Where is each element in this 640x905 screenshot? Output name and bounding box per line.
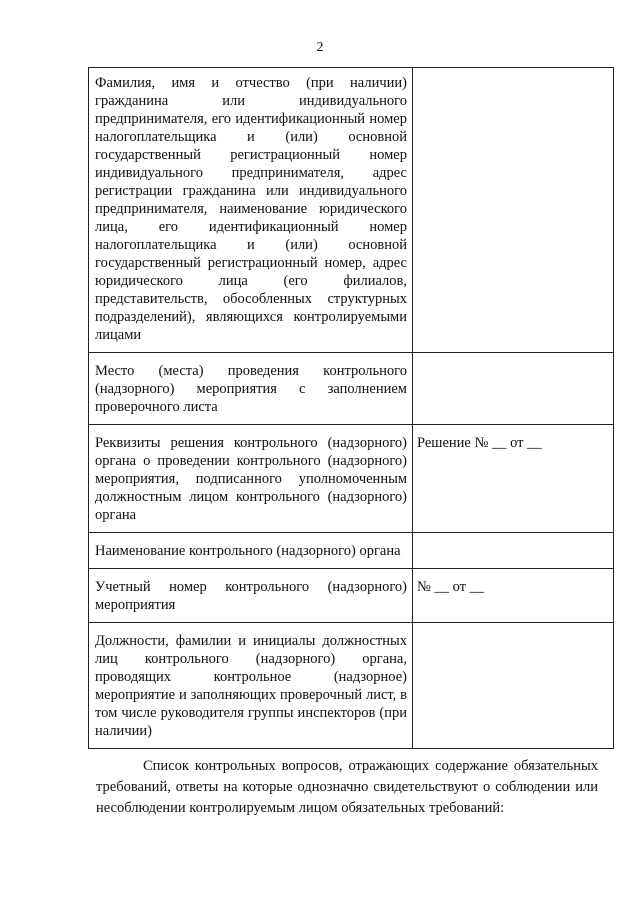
table-row (89, 68, 614, 353)
table-row (89, 569, 614, 623)
row-value-controlled-person (413, 68, 614, 353)
row-value-registration-number: № __ от __ (413, 569, 614, 623)
table-row (89, 425, 614, 533)
table-row (89, 623, 614, 749)
page-number: 2 (316, 40, 324, 55)
table-row (89, 533, 614, 569)
row-label-inspection-place: Место (места) проведения контрольного (надзорного) мероприятия с заполнением проверочного листа (89, 353, 413, 425)
table-row (89, 353, 614, 425)
row-label-authority-name: Наименование контрольного (надзорного) органа (89, 533, 413, 569)
row-value-authority-name (413, 533, 614, 569)
checklist-header-table (88, 67, 614, 749)
row-label-decision-details: Реквизиты решения контрольного (надзорного) органа о проведении контрольного (надзорного) мероприятия, подписанного уполномоченным должностным лицом контрольного (надзорного) органа (89, 425, 413, 533)
row-value-officials (413, 623, 614, 749)
row-value-inspection-place (413, 353, 614, 425)
row-label-controlled-person: Фамилия, имя и отчество (при наличии) гражданина или индивидуального предпринимателя, его идентификационный номер налогоплательщика и (или) основной государственный регистрационный номер индивидуального предпринимателя, адрес регистрации гражданина или индивидуального предпринимателя, наименование юридического лица, его идентификационный номер налогоплательщика и (или) основной государственный регистрационный номер, адрес юридического лица (его филиалов, представительств, обособленных структурных подразделений), являющихся контролируемыми лицами (89, 68, 413, 353)
row-value-decision-details: Решение № __ от __ (413, 425, 614, 533)
checklist-intro-paragraph: Список контрольных вопросов, отражающих содержание обязательных требований, ответы на которые однозначно свидетельствуют о соблюдении или несоблюдении контролируемым лицом обязательных требований: (96, 757, 598, 816)
row-label-registration-number: Учетный номер контрольного (надзорного) мероприятия (89, 569, 413, 623)
row-label-officials: Должности, фамилии и инициалы должностных лиц контрольного (надзорного) органа, проводящих контрольное (надзорное) мероприятие и заполняющих проверочный лист, в том числе руководителя группы инспекторов (при наличии) (89, 623, 413, 749)
